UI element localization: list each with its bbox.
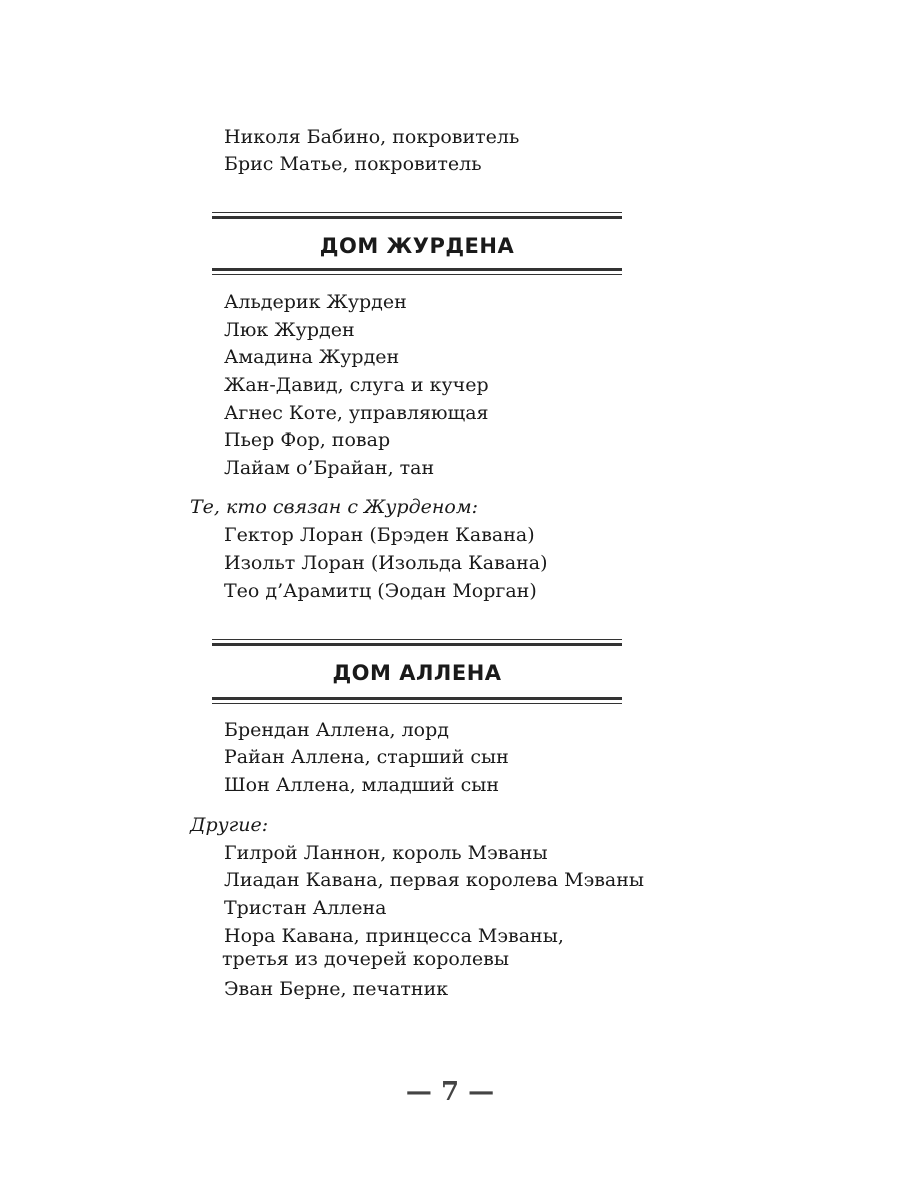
list-item: Жан-Давид, слуга и кучер [224,374,489,396]
list-item: Брендан Аллена, лорд [224,719,449,741]
list-item: Амадина Журден [224,346,400,368]
list-item: Лиадан Кавана, первая королева Мэваны [224,869,645,891]
list-item: Люк Журден [224,319,355,341]
list-item: Тео д’Арамитц (Эодан Морган) [224,580,537,602]
list-item: Тристан Аллена [224,897,387,919]
list-item-continuation: третья из дочерей королевы [222,948,509,970]
list-item: Альдерик Журден [224,291,407,313]
page-number: — 7 — [405,1077,495,1107]
list-item: Пьер Фор, повар [224,429,391,451]
list-item: Агнес Коте, управляющая [224,402,489,424]
list-item: Гилрой Ланнон, король Мэваны [224,842,548,864]
list-item: Нора Кавана, принцесса Мэваны, [224,925,564,947]
section-heading: ДОМ ЖУРДЕНА [319,234,515,258]
associates-label: Те, кто связан с Журденом: [190,496,478,518]
divider [212,697,622,704]
others-label: Другие: [190,814,269,836]
list-item: Лайам о’Брайан, тан [224,457,435,479]
divider [212,639,622,646]
list-item: Райан Аллена, старший сын [224,746,509,768]
divider [212,268,622,275]
list-item: Гектор Лоран (Брэден Кавана) [224,524,535,546]
section-heading: ДОМ АЛЛЕНА [332,661,502,685]
list-item: Шон Аллена, младший сын [224,774,499,796]
list-item: Изольт Лоран (Изольда Кавана) [224,552,548,574]
list-item: Николя Бабино, покровитель [224,126,520,148]
list-item: Брис Матье, покровитель [224,153,482,175]
list-item: Эван Берне, печатник [224,978,449,1000]
divider [212,212,622,219]
